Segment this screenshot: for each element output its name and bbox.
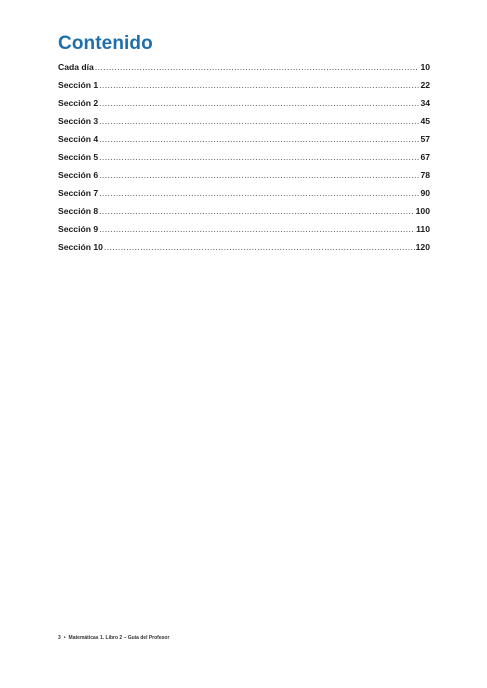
- dot-leader: [99, 134, 419, 144]
- toc-entry-page: 90: [420, 188, 430, 198]
- toc-entry[interactable]: [58, 134, 430, 152]
- page-footer: [58, 635, 172, 641]
- toc-entry-page: 57: [420, 134, 430, 144]
- toc-entry-page: 22: [420, 80, 430, 90]
- dot-leader: [99, 116, 419, 126]
- toc-entry[interactable]: [58, 224, 430, 242]
- table-of-contents: [58, 62, 430, 260]
- toc-entry-label: Sección 1: [58, 80, 99, 90]
- dot-leader: [104, 242, 415, 252]
- toc-entry[interactable]: [58, 242, 430, 260]
- dot-leader: [99, 80, 419, 90]
- toc-entry-label: Sección 7: [58, 188, 99, 198]
- toc-entry-page: 45: [420, 116, 430, 126]
- footer-page-number: 3: [58, 635, 61, 641]
- toc-entry[interactable]: [58, 80, 430, 98]
- toc-entry-label: Sección 10: [58, 242, 103, 252]
- toc-entry-page: 67: [420, 152, 430, 162]
- toc-entry[interactable]: [58, 152, 430, 170]
- toc-entry[interactable]: [58, 116, 430, 134]
- toc-entry[interactable]: [58, 98, 430, 116]
- dot-leader: [99, 98, 419, 108]
- toc-entry-label: Sección 6: [58, 170, 99, 180]
- toc-entry[interactable]: [58, 62, 430, 80]
- toc-entry-label: Sección 3: [58, 116, 99, 126]
- toc-entry-label: Sección 5: [58, 152, 99, 162]
- toc-entry-label: Sección 4: [58, 134, 99, 144]
- toc-entry-label: Sección 9: [58, 224, 99, 234]
- toc-entry-page: 100: [415, 206, 430, 216]
- toc-entry[interactable]: [58, 170, 430, 188]
- footer-separator: •: [63, 635, 66, 641]
- toc-entry-label: Sección 2: [58, 98, 99, 108]
- toc-entry-page: 34: [420, 98, 430, 108]
- toc-entry-page: 120: [415, 242, 430, 252]
- dot-leader: [99, 224, 415, 234]
- toc-entry-label: Sección 8: [58, 206, 99, 216]
- dot-leader: [99, 188, 419, 198]
- dot-leader: [99, 206, 415, 216]
- toc-entry[interactable]: [58, 206, 430, 224]
- toc-entry-page: 110: [416, 224, 430, 234]
- footer-book-title: Matemáticas 1. Libro 2 – Guía del Profesor: [68, 635, 170, 641]
- dot-leader: [95, 62, 420, 72]
- toc-entry-page: 78: [420, 170, 430, 180]
- dot-leader: [99, 152, 419, 162]
- toc-entry[interactable]: [58, 188, 430, 206]
- toc-entry-label: Cada día: [58, 62, 94, 72]
- dot-leader: [99, 170, 419, 180]
- page-title: Contenido: [58, 33, 153, 54]
- toc-entry-page: 10: [420, 62, 430, 72]
